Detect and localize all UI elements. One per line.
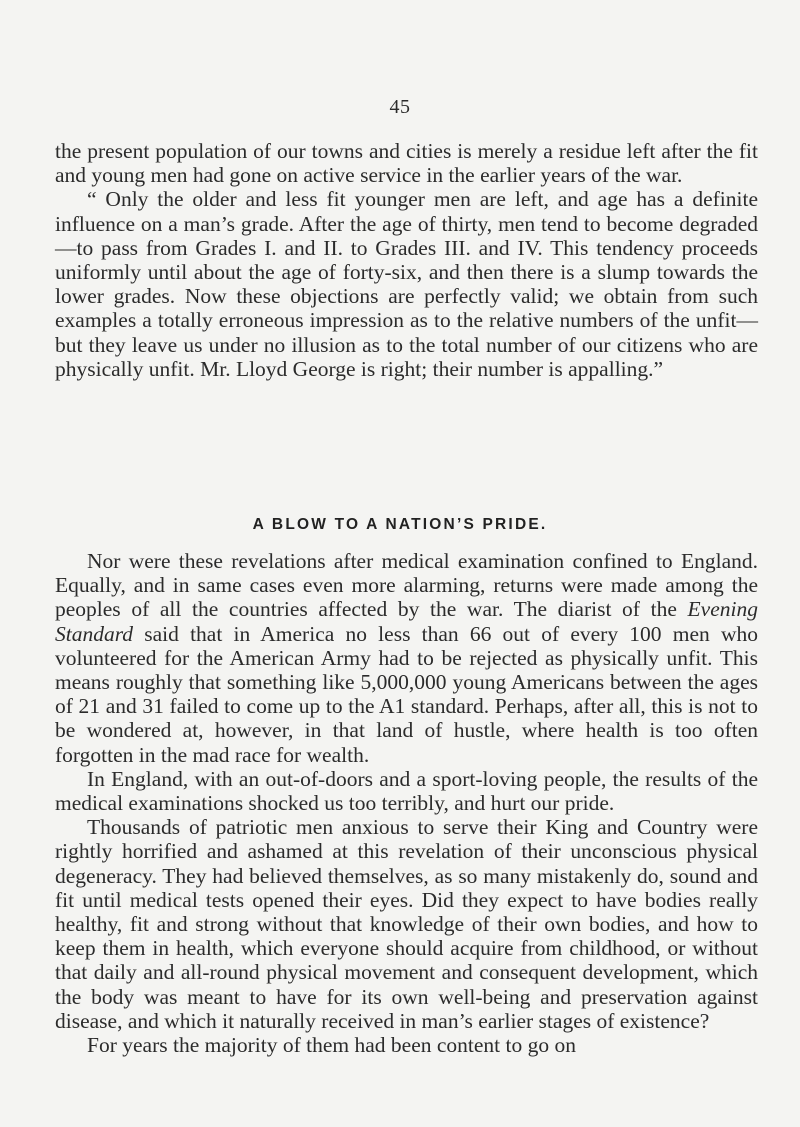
text-block-bottom [55, 549, 758, 1057]
paragraph-3-text-b: said that in America no less than 66 out of every 100 men who volunteered for the American Army had to be rejected as physically unfit. This means roughly that something like 5,000,000 young Americans between the ages of 21 and 31 failed to come up to the A1 standard. Perhaps, after all, this is not to be wondered at, however, in that land of hustle, where health is too often forgotten in the mad race for wealth. [55, 621, 758, 767]
paragraph-3 [55, 549, 758, 767]
section-heading: A BLOW TO A NATION’S PRIDE. [252, 516, 548, 533]
paragraph-5: Thousands of patriotic men anxious to serve their King and Country were rightly horrified and ashamed at this revelation of their unconscious physical degeneracy. They had believed themselves, as so many mistakenly do, sound and fit until medical tests opened their eyes. Did they expect to have bodies really healthy, fit and strong without that knowledge of their own bodies, and how to keep them in health, which everyone should acquire from childhood, or without that daily and all-round physical movement and consequent development, which the body was meant to have for its own well-being and preservation against disease, and which it naturally received in man’s earlier stages of existence? [55, 815, 758, 1033]
page-number: 45 [389, 96, 411, 118]
paragraph-2-quotation: “ Only the older and less fit younger men are left, and age has a definite influence on a man’s grade. After the age of thirty, men tend to become degraded—to pass from Grades I. and II. to Grades III. and IV. This tendency proceeds uniformly until about the age of forty-six, and then there is a slump towards the lower grades. Now these objections are perfectly valid; we obtain from such examples a totally erroneous impression as to the relative numbers of the unfit—but they leave us under no illusion as to the total number of our citizens who are physically unfit. Mr. Lloyd George is right; their number is appalling.” [55, 187, 758, 381]
paragraph-6: For years the majority of them had been content to go on [87, 1033, 576, 1058]
newspaper-title: Evening Standard [55, 597, 758, 646]
paragraph-4: In England, with an out-of-doors and a sport-loving people, the results of the medical examinations shocked us too terribly, and hurt our pride. [55, 766, 758, 816]
text-block-top [55, 139, 758, 381]
paragraph-3-text-a: Nor were these revelations after medical examination confined to England. Equally, and in same cases even more alarming, returns were made among the peoples of all the countries affected by the war. The diarist of the [55, 549, 758, 622]
paragraph-1: the present population of our towns and cities is merely a residue left after the fit and young men had gone on active service in the earlier years of the war. [55, 139, 758, 188]
